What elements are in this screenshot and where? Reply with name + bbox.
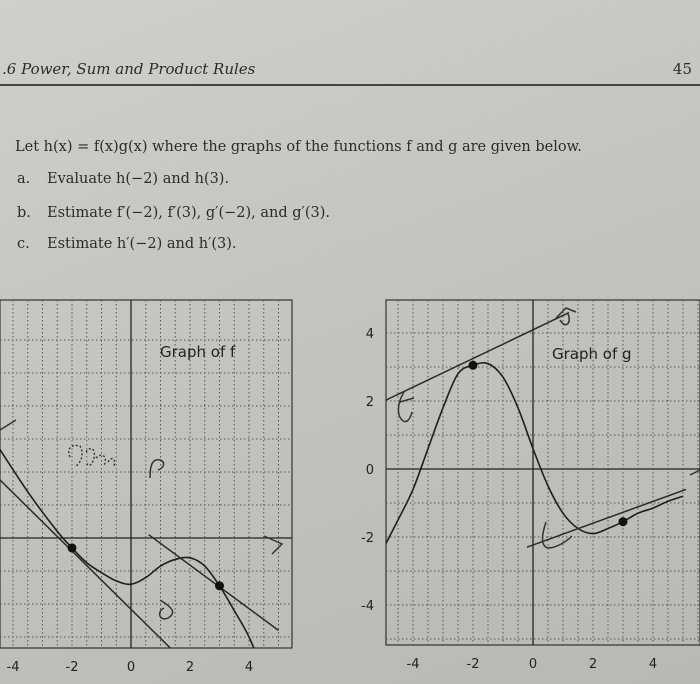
x-tick-label: -2: [466, 657, 480, 672]
y-tick-label: 0: [365, 463, 374, 478]
y-tick-label: 4: [365, 327, 374, 342]
y-tick-label: -2: [361, 531, 374, 546]
marked-point: [215, 581, 224, 590]
x-tick-label: 4: [648, 657, 658, 672]
scribble-point-label: [69, 445, 115, 466]
section-title: .6 Power, Sum and Product Rules: [2, 60, 256, 78]
scribble-top-arrow: [556, 308, 576, 325]
marked-point: [68, 543, 77, 552]
chart-title: Graph of f: [160, 343, 236, 361]
scribble-left-mark: [398, 392, 414, 422]
tangent-line: [149, 535, 279, 631]
x-tick-label: -4: [406, 657, 420, 672]
chart-graph-of-g: [361, 300, 700, 672]
chart-title: Graph of g: [552, 345, 632, 363]
x-tick-label: 4: [244, 660, 254, 675]
part-a-label: a.: [17, 171, 31, 187]
x-tick-label: 2: [588, 657, 598, 672]
x-tick-label: 0: [126, 660, 136, 675]
y-tick-label: -4: [361, 599, 374, 614]
function-curve: [377, 363, 683, 561]
marked-point: [469, 361, 478, 370]
chart-graph-of-f: [0, 300, 292, 680]
x-tick-label: -2: [65, 660, 79, 675]
page-number: 45: [672, 60, 692, 78]
scribble-left-edge: [0, 420, 16, 430]
x-tick-label: -4: [6, 660, 20, 675]
scribble-loop: [160, 600, 173, 619]
part-b-label: b.: [17, 205, 31, 221]
tangent-line: [377, 313, 569, 405]
scribble-hook: [150, 460, 164, 478]
marked-point: [619, 517, 628, 526]
x-tick-label: 2: [185, 660, 195, 675]
tangent-line: [527, 489, 686, 547]
y-tick-label: 2: [365, 395, 374, 410]
part-c-text: Estimate h′(−2) and h′(3).: [47, 236, 237, 252]
part-c-label: c.: [17, 236, 30, 252]
x-tick-label: 0: [528, 657, 538, 672]
function-curve: [0, 442, 267, 680]
problem-intro: Let h(x) = f(x)g(x) where the graphs of the functions f and g are given below.: [15, 139, 582, 155]
scribble-bottom-mark: [543, 522, 573, 548]
part-a-text: Evaluate h(−2) and h(3).: [47, 171, 230, 187]
part-b-text: Estimate f′(−2), f′(3), g′(−2), and g′(3).: [47, 205, 330, 221]
scribble-arrow: [264, 536, 282, 554]
